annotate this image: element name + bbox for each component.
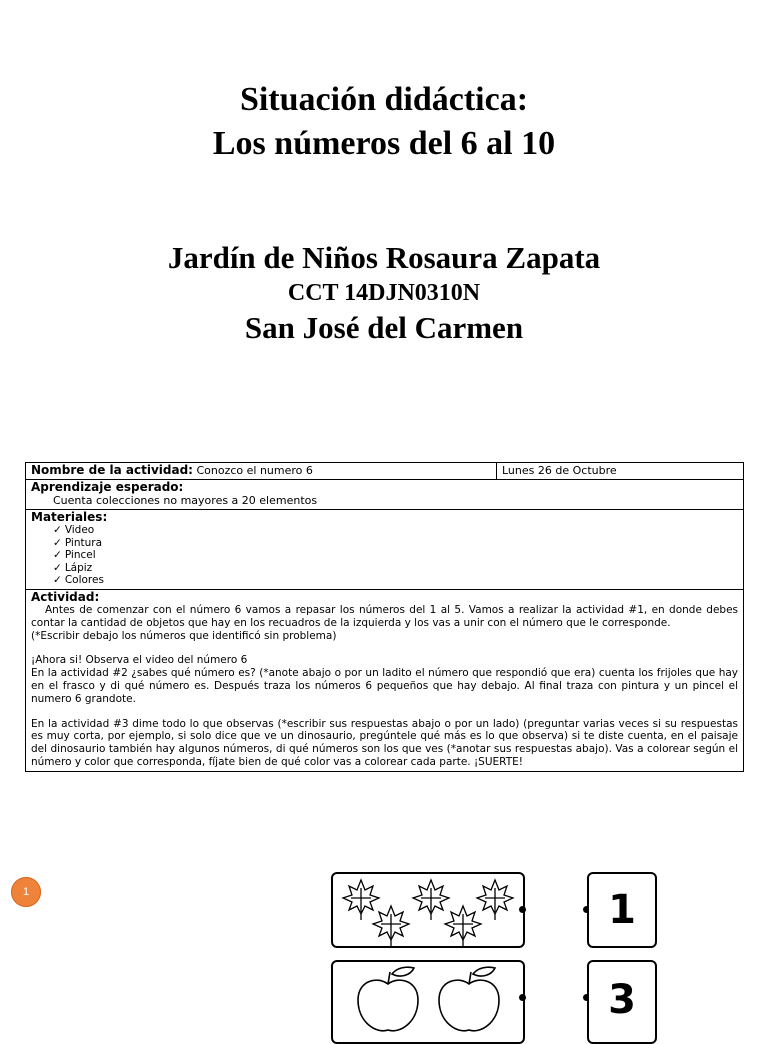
page-number-badge: 1	[11, 877, 41, 907]
leaves-picture-box	[331, 872, 525, 948]
school-name: Jardín de Niños Rosaura Zapata	[167, 240, 601, 275]
list-item: ✓ Pintura	[53, 537, 738, 550]
table-row	[26, 510, 744, 590]
expected-learning-text: Cuenta colecciones no mayores a 20 elementos	[53, 494, 318, 507]
apples-icon	[333, 962, 523, 1042]
activity-name-value: Conozco el numero 6	[196, 464, 313, 477]
activity-paragraph-1: Antes de comenzar con el número 6 vamos a repasar los números del 1 al 5. Vamos a realizar la actividad #1, en donde debes contar la cantidad de objetos que hay en los recuadros de la izquierda y los vas a unir con el número que le corresponde.	[31, 603, 738, 629]
materials-label: Materiales:	[31, 510, 108, 524]
title-line-1: Situación didáctica:	[239, 81, 529, 118]
list-item: ✓ Pincel	[53, 549, 738, 562]
list-item: ✓ Video	[53, 524, 738, 537]
table-row	[26, 589, 744, 771]
activity-description-cell	[26, 589, 744, 771]
school-cct: CCT 14DJN0310N	[287, 280, 481, 306]
list-item: ✓ Lápiz	[53, 562, 738, 575]
match-dot-left	[519, 906, 526, 913]
list-item: ✓ Colores	[53, 574, 738, 587]
activity-paragraph-2-intro: ¡Ahora si! Observa el video del número 6	[31, 654, 248, 667]
school-place: San José del Carmen	[244, 310, 524, 345]
expected-learning-cell	[26, 480, 744, 510]
materials-list	[31, 524, 738, 587]
materials-cell	[26, 510, 744, 590]
expected-learning-label: Aprendizaje esperado:	[31, 480, 184, 494]
activity-paragraph-3: En la actividad #3 dime todo lo que observas (*escribir sus respuestas abajo o por un lado) (preguntar varias veces si su respuestas es muy corta, por ejemplo, si solo dice que ve un dinosaurio, pregúntele qué más es lo que observa) si te diste cuenta, en el paisaje del dinosaurio también hay algunos números, di qué números son los que ves (*anotar sus respuestas abajo). Vas a colorear según el número y color que corresponda, fíjate bien de qué color vas a colorear cada parte. ¡SUERTE!	[31, 717, 738, 768]
number-card: 3	[587, 960, 657, 1044]
activity-section-label: Actividad:	[31, 589, 100, 604]
apples-picture-box	[331, 960, 525, 1044]
number-card: 1	[587, 872, 657, 948]
activity-name-cell	[26, 463, 497, 480]
activity-paragraph-1-note: (*Escribir debajo los números que identificó sin problema)	[31, 629, 337, 642]
date-cell	[497, 463, 744, 480]
activity-name-label: Nombre de la actividad:	[31, 463, 193, 477]
table-row	[26, 480, 744, 510]
title-line-2: Los números del 6 al 10	[212, 125, 556, 162]
activity-paragraph-2: En la actividad #2 ¿sabes qué número es? (*anote abajo o por un ladito el número que respondió que era) cuenta los frijoles que hay en el frasco y di qué número es. Después traza los números 6 pequeños que hay debajo. Al final traza con pintura y un pincel el numero 6 grandote.	[31, 667, 738, 705]
match-dot-left	[519, 994, 526, 1001]
maple-leaves-icon	[333, 874, 523, 946]
table-row	[26, 463, 744, 480]
activity-date: Lunes 26 de Octubre	[502, 464, 617, 477]
lesson-plan-table	[25, 462, 744, 772]
